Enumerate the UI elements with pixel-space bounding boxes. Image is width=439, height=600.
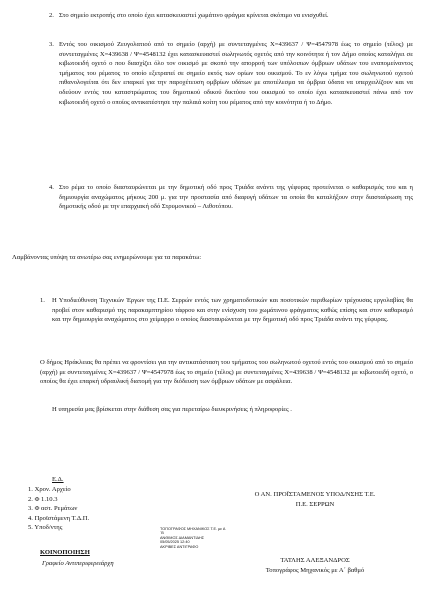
item-4-number: 4. <box>49 184 54 191</box>
item-2-text: Στο σημείο εκτροπής στο οποίο έχει κατασκευαστεί χωμάτινο φράγμα κρίνεται σκόπιμο να ενισχυθεί. <box>59 12 329 19</box>
item-2-number: 2. <box>49 12 54 19</box>
signatory-unit: Π.Ε. ΣΕΡΡΩΝ <box>295 501 335 508</box>
signatory-name: ΤΑΤΛΗΣ ΑΛΕΞΑΝΔΡΟΣ <box>280 557 350 564</box>
stamp-line: ΄Β <box>160 531 164 536</box>
koinopoiisi-title: ΚΟΙΝΟΠΟΙΗΣΗ <box>40 549 90 556</box>
item-3-text: Εντός του οικισμού Ζευγολατιού από το σημείο (αρχή) με συντεταγμένες Χ=439637 / Ψ=4547978 έως το σημείο (τέλος) με συντεταγμένες Χ=439638 / Ψ=4548132 έχει κατασκευαστεί σωληνωτός οχετός από την κοινότητα ή τον Δήμο οποίος καταλήγει σε κιβωτοειδή οχετό ο που διασχίζει όλο τον οικισμό με σκοπό την απορροή των υπόλοιπων όμβριων υδάτων του εναπομείναντος τμήματος του ρέματος το οποίο εξετραπεί σε σημείο εκτός των ορίων του οικισμού. Το εν λόγω τμήμα του σωληνωτού οχετού πιθανολογείται ότι δεν επαρκεί για την παροχέτευση ομβρίων υδάτων με αποτέλεσμα τα όμβρια ύδατα να υπερχειλίζουν και να οδεύουν εντός του καταστρώματος του δημοτικού οδικού δικτύου του οικισμού το οποίο έχει κατασκευαστεί πάνω από τον κιβωτοειδή οχετό ο οποίος αντικατέστησε την παλαιά κοίτη του ρέματος από την κοινότητα ή το Δήμο. <box>59 41 413 106</box>
response-item-1-number: 1. <box>40 297 45 304</box>
stamp-line: ΤΟΠΟΓΡΑΦΟΣ ΜΗΧΑΝΙΚΟΣ Τ.Ε. με Α <box>160 527 226 531</box>
koinopoiisi-recipient: Γραφείο Αντιπεριφερειάρχη <box>42 560 114 567</box>
intro-line: Λαμβάνοντας υπόψη τα ανωτέρω σας ενημερώνουμε για τα παρακάτω: <box>12 254 202 261</box>
item-3-number: 3. <box>49 41 54 48</box>
stamp-line: 05/05/2025 12:40 <box>160 540 190 545</box>
stamp-line: ΑΝΘΙΜΟΣ ΔΙΑΜΑΝΤΙΔΗΣ <box>160 535 205 540</box>
internal-distribution-title: Ε.Δ. <box>52 476 64 483</box>
item-4-text: Στο ρέμα το οποίο διασταυρώνεται με την δημοτική οδό προς Τριάδα ανάντι της γέφυρας προτείνεται ο καθαρισμός του και η δημιουργία αναχώματος μήκους 200 μ. για την προστασία από διαφυγή υδάτων τα οποία θα καταλήξουν στην διασταύρωση της δημοτικής οδού με την επαρχιακή οδό Στρυμονικού – Λιθοτόπου. <box>59 184 413 211</box>
distribution-item: 2. Φ 1.10.3 <box>28 495 58 503</box>
service-availability-line: Η υπηρεσία μας βρίσκεται στην διάθεση σας για περεταίρω διευκρινήσεις ή πληροφορίες . <box>52 406 292 413</box>
internal-distribution <box>52 475 118 485</box>
stamp-line: ΑΚΡΙΒΕΣ ΑΝΤΙΓΡΑΦΟ <box>160 544 199 549</box>
signatory-role: Ο ΑΝ. ΠΡΟΪΣΤΑΜΕΝΟΣ ΥΠΟΔ/ΝΣΗΣ Τ.Ε. <box>254 491 376 498</box>
distribution-item: 5. Υποδ/ντης <box>28 524 63 532</box>
digital-signature-stamp <box>160 527 280 549</box>
distribution-item: 3. Φ αστ. Ρεμάτων <box>28 505 78 513</box>
signatory-title: Τοπογράφος Μηχανικός με Α΄ βαθμό <box>265 567 365 574</box>
distribution-item: 1. Χρον. Αρχείο <box>28 486 71 493</box>
internal-distribution-list <box>28 485 148 533</box>
municipality-paragraph: Ο δήμος Ηράκλειας θα πρέπει να φροντίσει για την αντικατάσταση του τμήματος του σωληνωτού οχετού εντός του οικισμού από το σημείο (αρχή) με συντεταγμένες Χ=439637 / Ψ=4547978 έως το σημείο (τέλος) με συντεταγμένες Χ=439638 / Ψ=4548132 με κιβωτοειδή οχετό, ο οποίος θα έχει επαρκή υδραυλική διατομή για την διόδευση των όμβριων υδάτων με ασφάλεια. <box>40 359 413 386</box>
response-item-1-text: Η Υποδιεύθυνση Τεχνικών Έργων της Π.Ε. Σερρών εντός των χρηματοδοτικών και ποσοτικών περιθωρίων τρέχουσας εργολαβίας θα προβεί στον καθαρισμό της παρακαμπτηρίου τάφρου και στην ενίσχυση του χωμάτινου φράγματος καθώς επίσης και στον καθαρισμό και την δημιουργία αναχώματος στο χείμαρρο ο οποίος διασταυρώνεται με την δημοτική οδό προς Τριάδα ανάντι της γέφυρας. <box>52 297 413 324</box>
distribution-item: 4. Προϊστάμενη Τ.Δ.Π. <box>28 514 90 522</box>
